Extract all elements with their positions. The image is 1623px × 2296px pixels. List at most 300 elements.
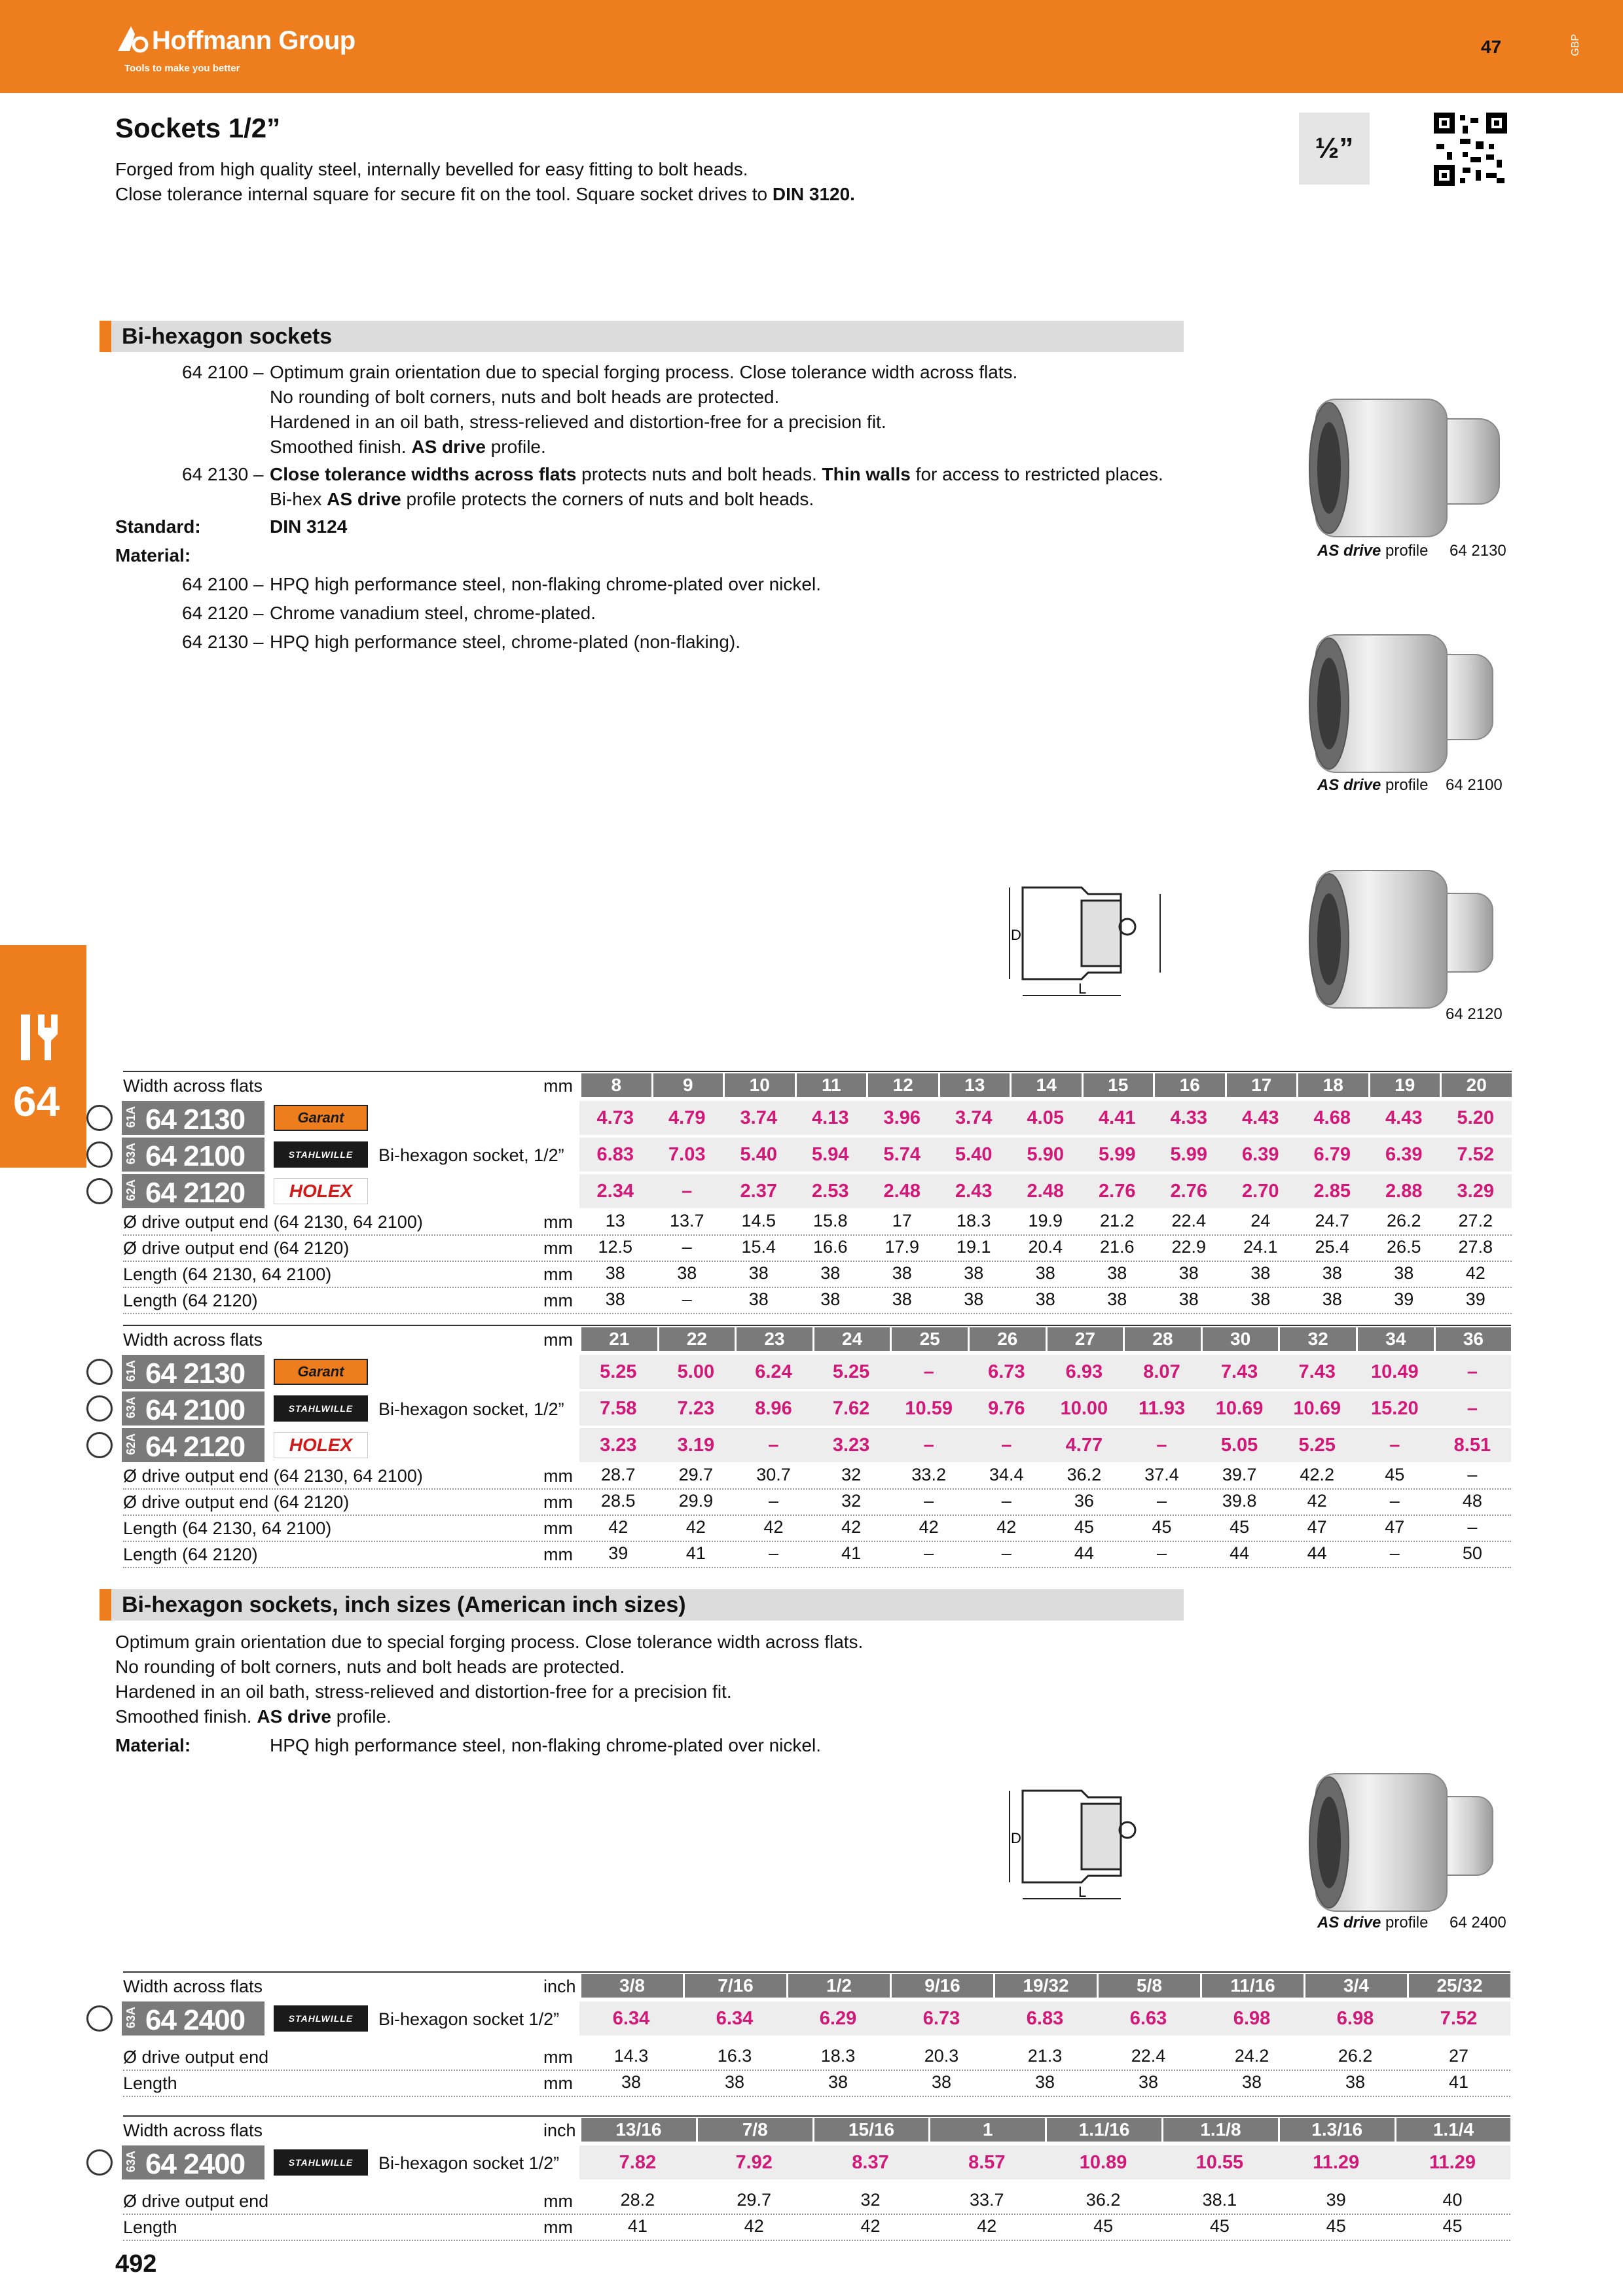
material-text-3: HPQ high performance steel, chrome-plated (non-flaking). <box>270 632 741 652</box>
table1-select-642120[interactable] <box>86 1178 113 1204</box>
table2-row-unit-3: mm <box>543 1545 573 1564</box>
brand-tagline: Tools to make you better <box>124 63 240 74</box>
table2-val-2-11: – <box>1467 1517 1478 1537</box>
table2-size-10: 34 <box>1356 1327 1434 1351</box>
article-prefix: 63A <box>124 1143 137 1165</box>
diagram-l-label-inch: L <box>1078 1884 1087 1900</box>
article-number: 64 2100 <box>145 1394 246 1426</box>
table2-price-0-9: 7.43 <box>1298 1361 1336 1382</box>
table4-row-label-1: Length <box>123 2217 177 2237</box>
table1-price-2-8: 2.76 <box>1170 1181 1207 1202</box>
item-code-642130: 64 2130 – <box>182 464 264 484</box>
table4-price-3: 8.57 <box>968 2152 1006 2173</box>
table2-val-3-2: – <box>768 1543 778 1563</box>
table1-val-0-12: 27.2 <box>1458 1211 1493 1230</box>
table2-price-0-2: 6.24 <box>755 1361 792 1382</box>
table1-price-1-10: 6.79 <box>1313 1144 1351 1165</box>
table2-val-1-7: – <box>1156 1491 1167 1511</box>
table3-price-2: 6.29 <box>819 2008 857 2029</box>
table3-val-0-5: 22.4 <box>1131 2046 1166 2066</box>
table1-val-1-3: 16.6 <box>812 1237 848 1257</box>
table3-row-label-1: Length <box>123 2073 177 2093</box>
table2-val-2-10: 47 <box>1385 1517 1405 1537</box>
table3-size-0: 3/8 <box>579 1974 683 1998</box>
page-title: Sockets 1/2” <box>115 113 281 143</box>
caption-642400: AS drive profile <box>1317 1914 1429 1931</box>
table2-val-0-3: 32 <box>841 1465 862 1484</box>
table4-price-5: 10.55 <box>1195 2152 1244 2173</box>
table4-size-1: 7/8 <box>696 2118 812 2142</box>
article-number: 64 2100 <box>145 1140 246 1172</box>
brand-name: Hoffmann Group <box>152 26 356 55</box>
table2-val-2-8: 45 <box>1230 1517 1250 1537</box>
table2-val-2-4: 42 <box>919 1517 939 1537</box>
table4-brand-stahl-logo: STAHLWILLE <box>274 2149 368 2176</box>
table1-val-1-8: 22.9 <box>1171 1237 1207 1257</box>
table4-row-unit-1: mm <box>543 2217 573 2237</box>
table3-header-unit: inch <box>543 1977 576 1996</box>
table2-price-0-1: 5.00 <box>677 1361 715 1382</box>
table1-price-2-7: 2.76 <box>1099 1181 1136 1202</box>
diagram-l-label: L <box>1078 980 1087 997</box>
table1-price-1-4: 5.74 <box>883 1144 921 1165</box>
table3-price-1: 6.34 <box>716 2008 754 2029</box>
table1-val-2-1: 38 <box>677 1263 697 1283</box>
table1-row-label-1: Ø drive output end (64 2120) <box>123 1238 350 1258</box>
table3-val-1-5: 38 <box>1138 2072 1159 2092</box>
table1-val-3-8: 38 <box>1178 1289 1199 1309</box>
table1-article-642120 <box>122 1174 264 1208</box>
table4-val-0-0: 28.2 <box>620 2190 655 2210</box>
table1-price-1-12: 7.52 <box>1457 1144 1494 1165</box>
table1-row-divider-2 <box>123 1287 1512 1288</box>
table4-size-5: 1.1/8 <box>1161 2118 1278 2142</box>
socket-image-642130 <box>1303 393 1506 543</box>
table2-price-1-9: 10.69 <box>1293 1398 1341 1419</box>
table2-row-divider-3 <box>123 1567 1511 1568</box>
socket-dimension-diagram <box>996 874 1180 1005</box>
table1-price-0-2: 3.74 <box>740 1107 777 1128</box>
diagram-d-label-inch: D <box>1011 1830 1021 1846</box>
article-prefix: 61A <box>124 1360 137 1382</box>
table4-val-1-2: 42 <box>860 2216 881 2236</box>
table1-size-4: 12 <box>866 1073 938 1097</box>
table3-header-label: Width across flats <box>123 1977 263 1996</box>
desc-642100-line1: Optimum grain orientation due to special forging process. Close tolerance width across flats. <box>270 362 1018 382</box>
table4-select-642400[interactable] <box>86 2149 113 2176</box>
table1-price-1-7: 5.99 <box>1099 1144 1136 1165</box>
inch-desc-line1: Optimum grain orientation due to special forging process. Close tolerance width across flats. <box>115 1632 864 1652</box>
table1-price-2-5: 2.43 <box>955 1181 993 1202</box>
table4-val-0-7: 40 <box>1442 2190 1463 2210</box>
table1-val-0-10: 24.7 <box>1315 1211 1350 1230</box>
table4-val-1-5: 45 <box>1209 2216 1230 2236</box>
table1-row-unit-2: mm <box>543 1265 573 1284</box>
table2-price-1-11: – <box>1467 1398 1478 1419</box>
table2-val-1-0: 28.5 <box>601 1491 636 1511</box>
table3-row-unit-0: mm <box>543 2047 573 2067</box>
table2-val-3-8: 44 <box>1230 1543 1250 1563</box>
table2-val-0-11: – <box>1467 1465 1478 1484</box>
table2-val-2-2: 42 <box>763 1517 784 1537</box>
table4-val-0-4: 36.2 <box>1085 2190 1121 2210</box>
table2-val-0-8: 39.7 <box>1222 1465 1257 1484</box>
table2-price-2-3: 3.23 <box>832 1435 870 1456</box>
socket-dimension-diagram-inch <box>996 1778 1180 1909</box>
table1-price-0-11: 4.43 <box>1385 1107 1423 1128</box>
table2-val-3-11: 50 <box>1462 1543 1482 1563</box>
table1-val-1-6: 20.4 <box>1028 1237 1063 1257</box>
table2-val-3-10: – <box>1389 1543 1400 1563</box>
table1-val-2-3: 38 <box>820 1263 841 1283</box>
table1-select-642100[interactable] <box>86 1141 113 1168</box>
table1-price-2-10: 2.85 <box>1313 1181 1351 1202</box>
table1-val-2-5: 38 <box>964 1263 984 1283</box>
table2-select-642100[interactable] <box>86 1395 113 1422</box>
table1-price-0-7: 4.41 <box>1099 1107 1136 1128</box>
table1-price-0-12: 5.20 <box>1457 1107 1494 1128</box>
table2-val-1-10: – <box>1389 1491 1400 1511</box>
section-heading-bi-hexagon: Bi-hexagon sockets <box>100 321 1184 352</box>
table2-price-0-3: 5.25 <box>832 1361 870 1382</box>
table2-header-unit: mm <box>543 1330 573 1350</box>
table1-val-3-1: – <box>682 1289 692 1309</box>
socket-image-642400 <box>1303 1767 1506 1918</box>
table4-val-1-4: 45 <box>1093 2216 1114 2236</box>
standard-value: DIN 3124 <box>270 516 348 537</box>
table2-row-label-0: Ø drive output end (64 2130, 64 2100) <box>123 1466 423 1486</box>
table2-article-642120 <box>122 1428 264 1462</box>
table2-price-2-4: – <box>923 1435 934 1456</box>
table3-size-8: 25/32 <box>1407 1974 1510 1998</box>
table2-val-2-1: 42 <box>685 1517 706 1537</box>
qr-code-icon[interactable] <box>1434 113 1507 186</box>
table4-price-4: 10.89 <box>1079 2152 1127 2173</box>
table2-article-desc: Bi-hexagon socket, 1/2” <box>378 1399 564 1419</box>
article-number: 64 2130 <box>145 1357 246 1390</box>
table2-val-3-5: – <box>1001 1543 1012 1563</box>
table4-val-0-3: 33.7 <box>970 2190 1004 2210</box>
table3-val-1-7: 38 <box>1345 2072 1366 2092</box>
caption-code-642120: 64 2120 <box>1446 1005 1503 1023</box>
table3-price-7: 6.98 <box>1336 2008 1374 2029</box>
table2-row-label-1: Ø drive output end (64 2120) <box>123 1492 350 1512</box>
table1-size-12: 20 <box>1440 1073 1512 1097</box>
table2-price-0-11: – <box>1467 1361 1478 1382</box>
table1-val-3-11: 39 <box>1394 1289 1414 1309</box>
wrench-icon <box>18 1008 65 1067</box>
table2-row-unit-0: mm <box>543 1466 573 1486</box>
table1-row-divider-1 <box>123 1261 1512 1262</box>
table2-price-2-9: 5.25 <box>1298 1435 1336 1456</box>
table2-price-2-10: – <box>1389 1435 1400 1456</box>
table1-price-2-12: 3.29 <box>1457 1181 1494 1202</box>
table3-size-4: 19/32 <box>993 1974 1097 1998</box>
inch-material-text: HPQ high performance steel, non-flaking chrome-plated over nickel. <box>270 1735 821 1755</box>
table1-val-2-7: 38 <box>1107 1263 1127 1283</box>
table3-val-0-8: 27 <box>1448 2046 1469 2066</box>
table2-size-3: 24 <box>812 1327 890 1351</box>
table1-price-1-11: 6.39 <box>1385 1144 1423 1165</box>
table2-size-8: 30 <box>1201 1327 1279 1351</box>
inch-material-label: Material: <box>115 1735 191 1755</box>
table2-val-0-7: 37.4 <box>1144 1465 1179 1484</box>
table1-val-1-0: 12.5 <box>598 1237 633 1257</box>
table4-val-1-7: 45 <box>1442 2216 1463 2236</box>
table4-price-7: 11.29 <box>1429 2152 1476 2173</box>
table2-val-1-5: – <box>1001 1491 1012 1511</box>
table3-top-rule <box>123 1971 1510 1973</box>
table3-row-divider-0 <box>123 2070 1510 2071</box>
table3-val-1-0: 38 <box>621 2072 642 2092</box>
table4-price-1: 7.92 <box>735 2152 773 2173</box>
table1-price-0-5: 3.74 <box>955 1107 993 1128</box>
desc-642130-line1: Close tolerance widths across flats protects nuts and bolt heads. Thin walls for access to restricted places. <box>270 464 1163 484</box>
table1-val-0-1: 13.7 <box>669 1211 704 1230</box>
table2-price-0-5: 6.73 <box>988 1361 1025 1382</box>
article-number: 64 2400 <box>145 2004 246 2036</box>
table2-val-3-4: – <box>924 1543 934 1563</box>
table3-val-1-6: 38 <box>1241 2072 1262 2092</box>
table2-size-11: 36 <box>1434 1327 1512 1351</box>
table4-val-1-6: 45 <box>1326 2216 1346 2236</box>
table1-price-1-8: 5.99 <box>1170 1144 1207 1165</box>
table2-row-divider-2 <box>123 1541 1511 1542</box>
page-number-top: 47 <box>1481 37 1502 57</box>
table1-price-0-9: 4.43 <box>1242 1107 1279 1128</box>
socket-image-642100 <box>1303 628 1506 779</box>
table3-val-0-2: 18.3 <box>820 2046 856 2066</box>
table1-price-0-10: 4.68 <box>1313 1107 1351 1128</box>
table1-val-3-9: 38 <box>1250 1289 1271 1309</box>
table3-brand-stahl-logo: STAHLWILLE <box>274 2005 368 2032</box>
table1-val-3-12: 39 <box>1465 1289 1486 1309</box>
socket-image-642120 <box>1303 864 1506 1014</box>
table3-size-5: 5/8 <box>1097 1974 1200 1998</box>
table2-val-2-0: 42 <box>608 1517 629 1537</box>
table1-val-2-0: 38 <box>605 1263 625 1283</box>
table3-article-desc: Bi-hexagon socket 1/2” <box>378 2009 560 2029</box>
table2-size-5: 26 <box>968 1327 1046 1351</box>
table1-header-unit: mm <box>543 1076 573 1096</box>
intro-standard: DIN 3120. <box>772 184 855 204</box>
table1-val-0-2: 14.5 <box>741 1211 776 1230</box>
table2-price-2-0: 3.23 <box>600 1435 637 1456</box>
table1-val-0-9: 24 <box>1250 1211 1271 1230</box>
table4-row-unit-0: mm <box>543 2191 573 2211</box>
table2-brand-holex-logo: HOLEX <box>274 1432 368 1458</box>
table2-price-0-4: – <box>923 1361 934 1382</box>
intro-line-1: Forged from high quality steel, internally bevelled for easy fitting to bolt heads. <box>115 159 748 179</box>
table1-val-1-1: – <box>682 1237 692 1257</box>
table1-val-0-0: 13 <box>605 1211 625 1230</box>
table3-size-7: 3/4 <box>1304 1974 1407 1998</box>
table1-row-divider-3 <box>123 1313 1512 1314</box>
table1-val-3-6: 38 <box>1035 1289 1055 1309</box>
desc-642130-line2: Bi-hex AS drive profile protects the corners of nuts and bolt heads. <box>270 489 814 509</box>
table2-val-0-10: 45 <box>1385 1465 1405 1484</box>
table2-price-2-11: 8.51 <box>1453 1435 1491 1456</box>
table2-price-1-5: 9.76 <box>988 1398 1025 1419</box>
table2-price-2-8: 5.05 <box>1220 1435 1258 1456</box>
table2-val-1-11: 48 <box>1462 1491 1482 1511</box>
table2-row-label-3: Length (64 2120) <box>123 1545 258 1564</box>
table3-val-0-3: 20.3 <box>924 2046 959 2066</box>
table1-size-11: 19 <box>1368 1073 1440 1097</box>
table2-size-9: 32 <box>1278 1327 1356 1351</box>
table1-val-3-0: 38 <box>605 1289 625 1309</box>
table2-price-2-2: – <box>768 1435 779 1456</box>
table4-row-divider-0 <box>123 2214 1510 2215</box>
table2-price-1-7: 11.93 <box>1138 1398 1185 1419</box>
table1-val-0-8: 22.4 <box>1171 1211 1207 1230</box>
table4-val-1-3: 42 <box>977 2216 997 2236</box>
article-prefix: 63A <box>124 1397 137 1419</box>
standard-label: Standard: <box>115 516 201 537</box>
table2-price-1-2: 8.96 <box>755 1398 792 1419</box>
article-prefix: 62A <box>124 1179 137 1202</box>
table2-val-1-6: 36 <box>1074 1491 1094 1511</box>
table1-val-0-3: 15.8 <box>812 1211 848 1230</box>
table3-size-2: 1/2 <box>786 1974 890 1998</box>
table4-price-6: 11.29 <box>1313 2152 1360 2173</box>
table3-val-0-7: 26.2 <box>1338 2046 1373 2066</box>
table1-val-3-10: 38 <box>1322 1289 1342 1309</box>
table2-price-2-7: – <box>1156 1435 1167 1456</box>
table1-price-2-3: 2.53 <box>812 1181 849 1202</box>
table2-price-2-5: – <box>1001 1435 1012 1456</box>
chapter-number: 64 <box>13 1078 60 1125</box>
table2-row-unit-2: mm <box>543 1518 573 1538</box>
table3-val-0-0: 14.3 <box>613 2046 649 2066</box>
table1-row-label-3: Length (64 2120) <box>123 1291 258 1310</box>
material-code-3: 64 2130 – <box>182 632 264 652</box>
table3-price-3: 6.73 <box>922 2008 960 2029</box>
table2-price-0-10: 10.49 <box>1371 1361 1419 1382</box>
table1-size-8: 16 <box>1153 1073 1225 1097</box>
caption-code-642400: 64 2400 <box>1450 1914 1506 1931</box>
table2-price-1-4: 10.59 <box>905 1398 953 1419</box>
table1-size-5: 13 <box>938 1073 1010 1097</box>
table2-val-2-6: 45 <box>1074 1517 1094 1537</box>
table1-article-642100 <box>122 1138 264 1172</box>
table1-brand-stahl-logo: STAHLWILLE <box>274 1141 368 1168</box>
table1-row-divider-0 <box>123 1234 1512 1236</box>
table1-price-1-6: 5.90 <box>1027 1144 1064 1165</box>
table4-article-desc: Bi-hexagon socket 1/2” <box>378 2153 560 2173</box>
hoffmann-logo-icon <box>115 22 149 56</box>
table2-val-1-9: 42 <box>1307 1491 1327 1511</box>
table1-size-10: 18 <box>1296 1073 1368 1097</box>
article-number: 64 2400 <box>145 2148 246 2180</box>
table4-size-2: 15/16 <box>812 2118 929 2142</box>
table1-brand-garant-logo: Garant <box>274 1105 368 1131</box>
table2-select-642120[interactable] <box>86 1432 113 1458</box>
table1-val-1-4: 17.9 <box>884 1237 920 1257</box>
table2-val-2-9: 47 <box>1307 1517 1327 1537</box>
table2-price-2-1: 3.19 <box>677 1435 715 1456</box>
table3-row-unit-1: mm <box>543 2073 573 2093</box>
table3-val-1-4: 38 <box>1034 2072 1055 2092</box>
table1-size-9: 17 <box>1225 1073 1297 1097</box>
table1-val-0-5: 18.3 <box>956 1211 991 1230</box>
table2-price-1-8: 10.69 <box>1215 1398 1264 1419</box>
article-prefix: 61A <box>124 1106 137 1128</box>
desc-642100-line2: No rounding of bolt corners, nuts and bolt heads are protected. <box>270 387 780 407</box>
table1-price-2-9: 2.70 <box>1242 1181 1279 1202</box>
article-prefix: 62A <box>124 1433 137 1456</box>
table1-val-2-11: 38 <box>1394 1263 1414 1283</box>
table3-val-0-4: 21.3 <box>1027 2046 1063 2066</box>
desc-642100-line3: Hardened in an oil bath, stress-relieved and distortion-free for a precision fit. <box>270 412 886 432</box>
diagram-d-label: D <box>1011 927 1021 943</box>
table3-size-1: 7/16 <box>683 1974 786 1998</box>
table2-price-1-6: 10.00 <box>1060 1398 1108 1419</box>
table1-row-unit-0: mm <box>543 1212 573 1232</box>
table2-price-0-0: 5.25 <box>600 1361 637 1382</box>
table1-val-1-9: 24.1 <box>1243 1237 1278 1257</box>
article-number: 64 2120 <box>145 1431 246 1463</box>
table1-val-1-7: 21.6 <box>1099 1237 1135 1257</box>
table4-size-0: 13/16 <box>579 2118 696 2142</box>
table1-val-0-11: 26.2 <box>1386 1211 1421 1230</box>
table4-val-0-2: 32 <box>860 2190 881 2210</box>
table3-select-642400[interactable] <box>86 2005 113 2032</box>
table2-size-6: 27 <box>1046 1327 1123 1351</box>
table3-size-3: 9/16 <box>890 1974 993 1998</box>
table2-top-rule <box>123 1325 1511 1326</box>
table4-size-3: 1 <box>928 2118 1045 2142</box>
table1-val-2-4: 38 <box>892 1263 912 1283</box>
table2-brand-stahl-logo: STAHLWILLE <box>274 1395 368 1422</box>
table2-size-4: 25 <box>890 1327 968 1351</box>
table3-article-642400 <box>122 2001 264 2036</box>
table2-row-divider-0 <box>123 1488 1511 1490</box>
table1-price-2-6: 2.48 <box>1027 1181 1064 1202</box>
table1-price-2-2: 2.37 <box>740 1181 777 1202</box>
table1-val-2-8: 38 <box>1178 1263 1199 1283</box>
table1-row-label-0: Ø drive output end (64 2130, 64 2100) <box>123 1212 423 1232</box>
table2-val-0-6: 36.2 <box>1067 1465 1102 1484</box>
table4-row-label-0: Ø drive output end <box>123 2191 269 2211</box>
table2-val-1-2: – <box>768 1491 778 1511</box>
table4-val-1-1: 42 <box>744 2216 764 2236</box>
table3-val-1-3: 38 <box>931 2072 952 2092</box>
item-code-642100: 64 2100 – <box>182 362 264 382</box>
article-number: 64 2120 <box>145 1177 246 1209</box>
material-text-1: HPQ high performance steel, non-flaking chrome-plated over nickel. <box>270 574 821 594</box>
table1-val-3-3: 38 <box>820 1289 841 1309</box>
table2-val-0-5: 34.4 <box>989 1465 1024 1484</box>
table2-price-1-3: 7.62 <box>832 1398 870 1419</box>
table1-select-642130[interactable] <box>86 1105 113 1131</box>
table1-price-1-2: 5.40 <box>740 1144 777 1165</box>
table2-brand-garant-logo: Garant <box>274 1359 368 1385</box>
section-heading-inch: Bi-hexagon sockets, inch sizes (American inch sizes) <box>100 1589 1184 1621</box>
table2-select-642130[interactable] <box>86 1359 113 1385</box>
table2-size-7: 28 <box>1123 1327 1201 1351</box>
table3-val-1-8: 41 <box>1448 2072 1469 2092</box>
table2-price-0-6: 6.93 <box>1065 1361 1103 1382</box>
table3-val-1-2: 38 <box>828 2072 848 2092</box>
table2-row-label-2: Length (64 2130, 64 2100) <box>123 1518 332 1538</box>
table2-val-1-1: 29.9 <box>678 1491 714 1511</box>
caption-code-642130: 64 2130 <box>1450 542 1506 560</box>
table4-val-0-1: 29.7 <box>737 2190 771 2210</box>
table1-val-1-11: 26.5 <box>1386 1237 1421 1257</box>
article-prefix: 63A <box>124 2007 137 2029</box>
material-text-2: Chrome vanadium steel, chrome-plated. <box>270 603 596 623</box>
